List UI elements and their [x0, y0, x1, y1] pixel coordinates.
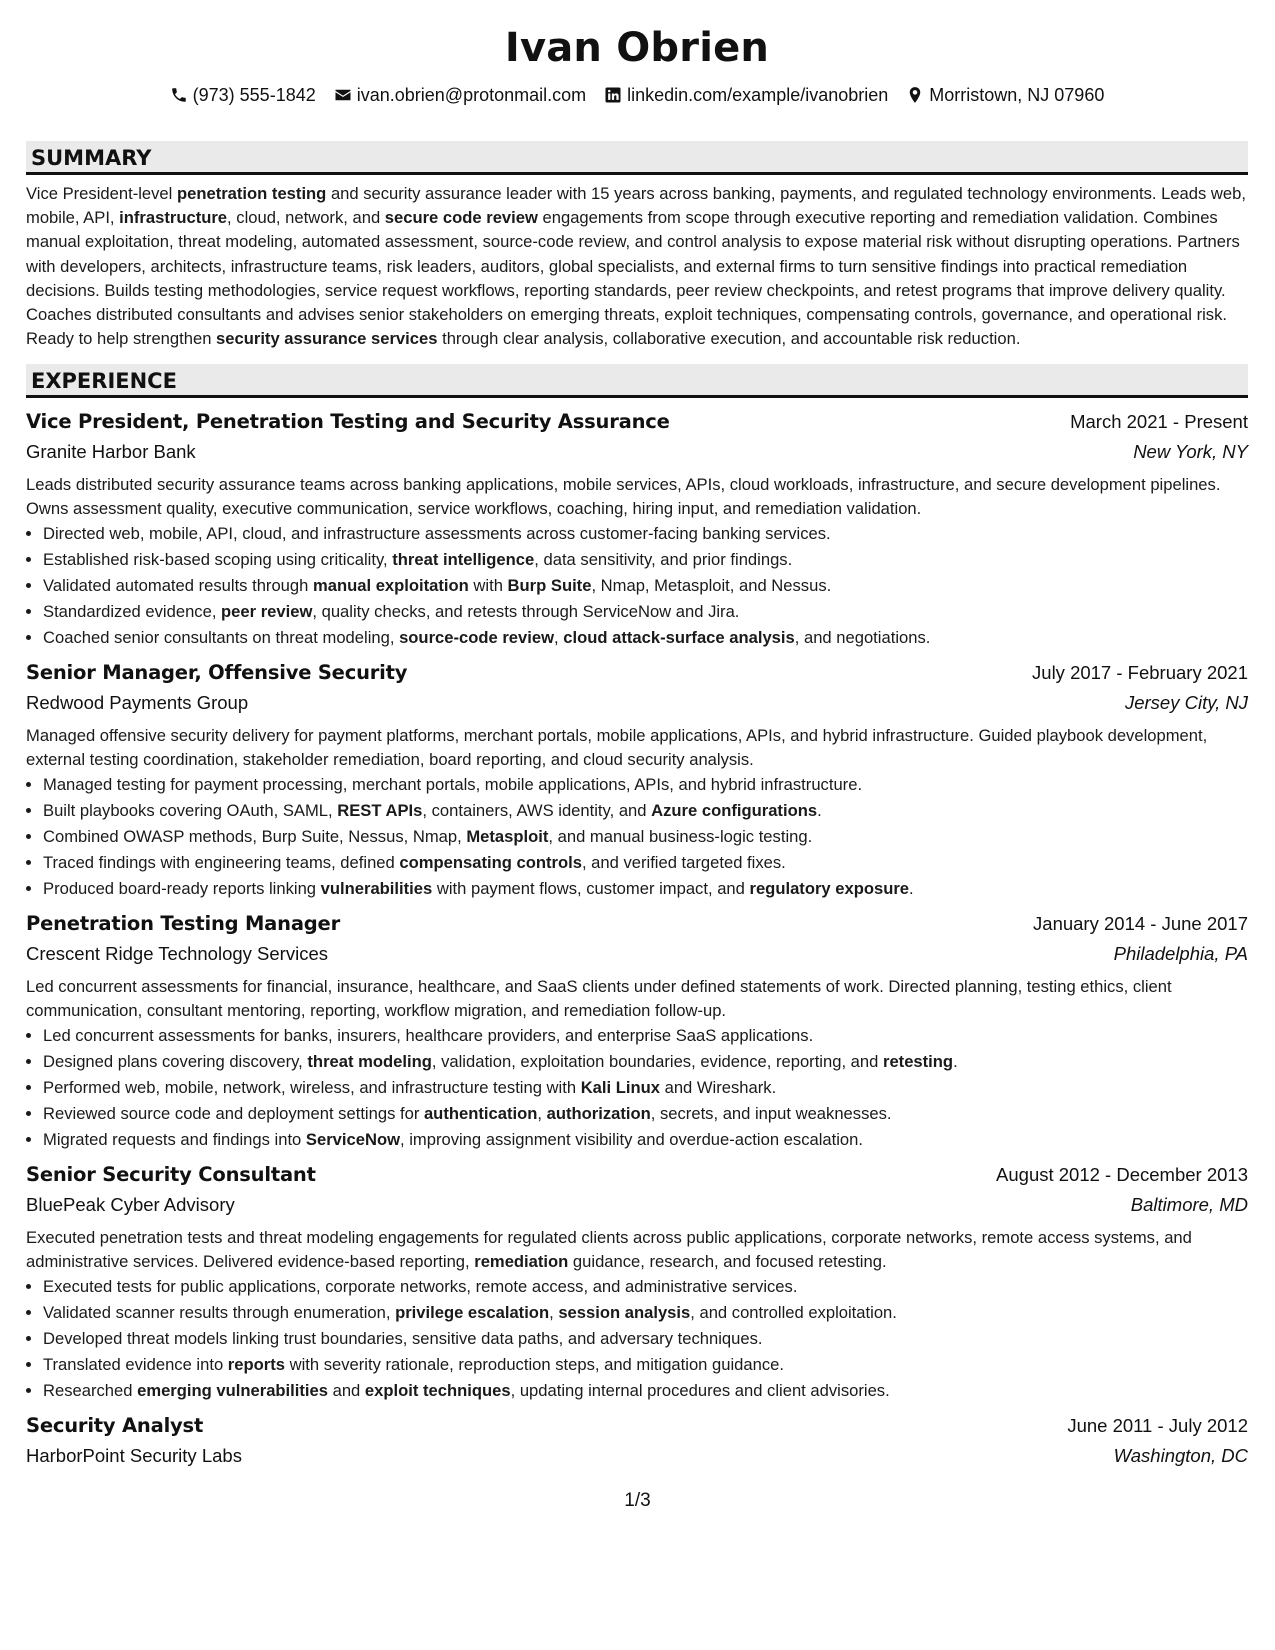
job-entry: [26, 1160, 1248, 1403]
text-run: , cloud, network, and: [227, 208, 385, 228]
job-title: Senior Manager, Offensive Security: [26, 661, 408, 685]
text-run: Researched: [43, 1380, 138, 1400]
bold-keyword: REST APIs: [337, 801, 423, 821]
text-run: , and negotiations.: [794, 627, 931, 647]
job-dates: June 2011 - July 2012: [1067, 1415, 1248, 1437]
text-run: ,: [549, 1303, 559, 1323]
location-text: Morristown, NJ 07960: [929, 84, 1105, 105]
job-description: [26, 473, 1248, 521]
bullet-item: [43, 1075, 1248, 1101]
bold-keyword: Azure configurations: [651, 801, 818, 821]
job-company: Granite Harbor Bank: [26, 441, 196, 463]
bullet-item: [43, 625, 1248, 651]
bullet-item: [43, 824, 1248, 850]
text-run: .: [953, 1052, 958, 1072]
text-run: Designed plans covering discovery,: [43, 1052, 308, 1072]
text-run: Validated automated results through: [43, 576, 313, 596]
job-dates: August 2012 - December 2013: [996, 1164, 1248, 1186]
text-run: .: [909, 878, 914, 898]
job-bullets: [26, 1023, 1248, 1152]
job-location: Baltimore, MD: [1130, 1194, 1248, 1216]
bold-keyword: remediation: [474, 1252, 569, 1272]
job-dates: March 2021 - Present: [1070, 411, 1248, 433]
bold-keyword: compensating controls: [399, 852, 582, 872]
job-title: Vice President, Penetration Testing and Security Assurance: [26, 410, 670, 434]
text-run: with severity rationale, reproduction steps, and mitigation guidance.: [284, 1354, 784, 1374]
job-title: Penetration Testing Manager: [26, 912, 340, 936]
bold-keyword: infrastructure: [119, 208, 228, 228]
email-text[interactable]: ivan.obrien@protonmail.com: [356, 84, 587, 105]
text-run: through clear analysis, collaborative execution, and accountable risk reduction.: [437, 329, 1021, 349]
text-run: Managed testing for payment processing, merchant portals, mobile applications, APIs, and hybrid infrastructure.: [43, 775, 863, 795]
text-run: Translated evidence into: [43, 1354, 228, 1374]
job-header-row: [26, 1160, 1248, 1190]
linkedin-text[interactable]: linkedin.com/example/ivanobrien: [627, 84, 889, 105]
text-run: and security assurance leader with 15 years across banking, payments, and regulated technology environments. Leads web, mobile, API,: [26, 184, 1246, 228]
job-entry: [26, 658, 1248, 901]
bold-keyword: regulatory exposure: [749, 878, 910, 898]
text-run: Developed threat models linking trust boundaries, sensitive data paths, and adversary techniques.: [43, 1328, 763, 1348]
map-pin-icon: [906, 86, 924, 104]
summary-text: [26, 182, 1248, 351]
contact-phone: [170, 85, 316, 106]
job-entry: [26, 407, 1248, 650]
text-run: , and manual business-logic testing.: [548, 827, 813, 846]
contact-location: [906, 85, 1104, 106]
experience-list: [26, 407, 1248, 1471]
bold-keyword: threat modeling: [307, 1052, 432, 1072]
text-run: Validated scanner results through enumeration,: [43, 1303, 396, 1323]
job-company: HarborPoint Security Labs: [26, 1445, 242, 1467]
bold-keyword: session analysis: [558, 1303, 691, 1323]
job-header-row: [26, 407, 1248, 437]
text-run: Vice President-level: [26, 184, 177, 203]
text-run: Directed web, mobile, API, cloud, and infrastructure assessments across customer-facing banking services.: [43, 524, 831, 544]
text-run: Migrated requests and findings into: [43, 1129, 306, 1149]
text-run: ,: [537, 1103, 547, 1123]
text-run: Managed offensive security delivery for payment platforms, merchant portals, mobile applications, APIs, and hybrid infrastructure. Guided playbook development, external testing coordination, stakeholder remediation, board reporting, and cloud security analysis.: [26, 726, 1208, 770]
bullet-item: [43, 850, 1248, 876]
text-run: Executed penetration tests and threat modeling engagements for regulated clients across public applications, corporate networks, remote access systems, and administrative services. Delivered evidence-based reporting,: [26, 1228, 1192, 1272]
job-description: [26, 975, 1248, 1023]
job-title: Security Analyst: [26, 1414, 204, 1438]
page-number: 1/3: [624, 1490, 651, 1511]
text-run: , validation, exploitation boundaries, evidence, reporting, and: [431, 1052, 883, 1072]
linkedin-icon: [604, 86, 622, 104]
bold-keyword: penetration testing: [176, 184, 327, 203]
job-description: [26, 1226, 1248, 1274]
job-company: Crescent Ridge Technology Services: [26, 943, 328, 965]
text-run: engagements from scope through executive reporting and remediation validation. Combines manual exploitation, threat modeling, automated assessment, source-code review, and control analysis to expose material risk without disrupting operations. Partners with developers, architects, infrastructure teams, risk leaders, auditors, global specialists, and external firms to turn sensitive findings into practical remediation decisions. Builds testing methodologies, service request workflows, reporting standards, peer review checkpoints, and retest programs that improve delivery quality. Coaches distributed consultants and advises senior stakeholders on emerging threats, exploit techniques, compensating controls, governance, and operational risk. Ready to help strengthen: [26, 208, 1240, 349]
bullet-item: [43, 798, 1248, 824]
bold-keyword: retesting: [882, 1052, 954, 1072]
text-run: Produced board-ready reports linking: [43, 878, 321, 898]
text-run: and: [327, 1380, 365, 1400]
contact-line: [26, 82, 1248, 108]
bullet-item: [43, 1352, 1248, 1378]
text-run: , quality checks, and retests through ServiceNow and Jira.: [312, 601, 740, 621]
bullet-item: [43, 1326, 1248, 1352]
text-run: with: [468, 576, 508, 596]
job-dates: January 2014 - June 2017: [1033, 913, 1248, 935]
bullet-item: [43, 599, 1248, 625]
text-run: guidance, research, and focused retesting.: [568, 1252, 887, 1272]
job-bullets: [26, 521, 1248, 650]
job-header-row: [26, 1411, 1248, 1441]
contact-email[interactable]: [334, 85, 586, 106]
job-title: Senior Security Consultant: [26, 1163, 316, 1187]
bullet-item: [43, 1274, 1248, 1300]
text-run: , secrets, and input weaknesses.: [650, 1103, 892, 1123]
job-company-row: [26, 1190, 1248, 1220]
text-run: Led concurrent assessments for financial, insurance, healthcare, and SaaS clients under defined statements of work. Directed planning, testing ethics, client communication, consultant mentoring, reporting, workflow migration, and remediation follow-up.: [26, 977, 1172, 1021]
text-run: Standardized evidence,: [43, 601, 222, 621]
bold-keyword: peer review: [221, 601, 313, 621]
job-description: [26, 724, 1248, 772]
bullet-item: [43, 1300, 1248, 1326]
text-run: ,: [554, 627, 564, 647]
bold-keyword: emerging vulnerabilities: [137, 1380, 328, 1400]
text-run: Combined OWASP methods, Burp Suite, Nessus, Nmap,: [43, 827, 467, 846]
job-entry: [26, 1411, 1248, 1471]
bullet-item: [43, 573, 1248, 599]
bullet-item: [43, 521, 1248, 547]
text-run: Performed web, mobile, network, wireless, and infrastructure testing with: [43, 1077, 581, 1097]
job-company-row: [26, 939, 1248, 969]
text-run: , Nmap, Metasploit, and Nessus.: [591, 576, 832, 596]
job-location: Jersey City, NJ: [1124, 692, 1248, 714]
job-bullets: [26, 1274, 1248, 1403]
text-run: and Wireshark.: [659, 1077, 777, 1097]
job-entry: [26, 909, 1248, 1152]
job-location: New York, NY: [1133, 441, 1248, 463]
summary-heading: SUMMARY: [26, 141, 1248, 175]
bold-keyword: threat intelligence: [392, 550, 535, 570]
bold-keyword: Burp Suite: [507, 576, 592, 596]
text-run: , data sensitivity, and prior findings.: [534, 550, 793, 570]
job-location: Washington, DC: [1113, 1445, 1248, 1467]
bold-keyword: source-code review: [399, 627, 555, 647]
text-run: .: [817, 801, 822, 821]
job-bullets: [26, 772, 1248, 901]
bullet-item: [43, 876, 1248, 902]
bullet-item: [43, 772, 1248, 798]
job-location: Philadelphia, PA: [1113, 943, 1248, 965]
bold-keyword: authorization: [546, 1103, 651, 1123]
text-run: Coached senior consultants on threat modeling,: [43, 627, 400, 647]
candidate-name: Ivan Obrien: [504, 25, 770, 71]
bullet-item: [43, 1049, 1248, 1075]
bold-keyword: cloud attack-surface analysis: [563, 627, 795, 647]
text-run: , improving assignment visibility and overdue-action escalation.: [399, 1129, 863, 1149]
text-run: Traced findings with engineering teams, defined: [43, 852, 400, 872]
text-run: , updating internal procedures and client advisories.: [510, 1380, 890, 1400]
bullet-item: [43, 1378, 1248, 1404]
text-run: Built playbooks covering OAuth, SAML,: [43, 801, 338, 821]
text-run: Leads distributed security assurance teams across banking applications, mobile services, APIs, cloud workloads, infrastructure, and secure development pipelines. Owns assessment quality, executive communication, service workflows, coaching, hiring input, and remediation validation.: [26, 475, 1221, 519]
job-company-row: [26, 437, 1248, 467]
experience-heading: EXPERIENCE: [26, 364, 1248, 398]
bullet-item: [43, 1127, 1248, 1153]
bold-keyword: reports: [227, 1354, 285, 1374]
bold-keyword: Metasploit: [466, 827, 549, 846]
job-header-row: [26, 658, 1248, 688]
job-header-row: [26, 909, 1248, 939]
job-company-row: [26, 688, 1248, 718]
bold-keyword: vulnerabilities: [320, 878, 433, 898]
bold-keyword: privilege escalation: [395, 1303, 550, 1323]
bullet-item: [43, 1101, 1248, 1127]
phone-text: (973) 555-1842: [192, 84, 316, 105]
bold-keyword: manual exploitation: [312, 576, 469, 596]
bold-keyword: Kali Linux: [580, 1077, 660, 1097]
text-run: Established risk-based scoping using criticality,: [43, 550, 393, 570]
bold-keyword: ServiceNow: [305, 1129, 400, 1149]
text-run: Led concurrent assessments for banks, insurers, healthcare providers, and enterprise SaaS applications.: [43, 1026, 814, 1046]
phone-icon: [170, 86, 188, 104]
text-run: , and controlled exploitation.: [690, 1303, 897, 1323]
resume-page: [26, 0, 1248, 1471]
text-run: with payment flows, customer impact, and: [432, 878, 750, 898]
envelope-icon: [334, 86, 352, 104]
bullet-item: [43, 547, 1248, 573]
text-run: Executed tests for public applications, corporate networks, remote access, and administrative services.: [43, 1277, 798, 1297]
text-run: Reviewed source code and deployment settings for: [43, 1103, 424, 1123]
bullet-item: [43, 1023, 1248, 1049]
text-run: , containers, AWS identity, and: [422, 801, 652, 821]
job-company-row: [26, 1441, 1248, 1471]
job-company: BluePeak Cyber Advisory: [26, 1194, 235, 1216]
job-dates: July 2017 - February 2021: [1032, 662, 1248, 684]
bold-keyword: secure code review: [384, 208, 538, 228]
bold-keyword: security assurance services: [216, 329, 438, 349]
contact-linkedin[interactable]: [604, 85, 888, 106]
job-company: Redwood Payments Group: [26, 692, 249, 714]
bold-keyword: authentication: [423, 1103, 538, 1123]
bold-keyword: exploit techniques: [364, 1380, 511, 1400]
text-run: , and verified targeted fixes.: [581, 852, 786, 872]
